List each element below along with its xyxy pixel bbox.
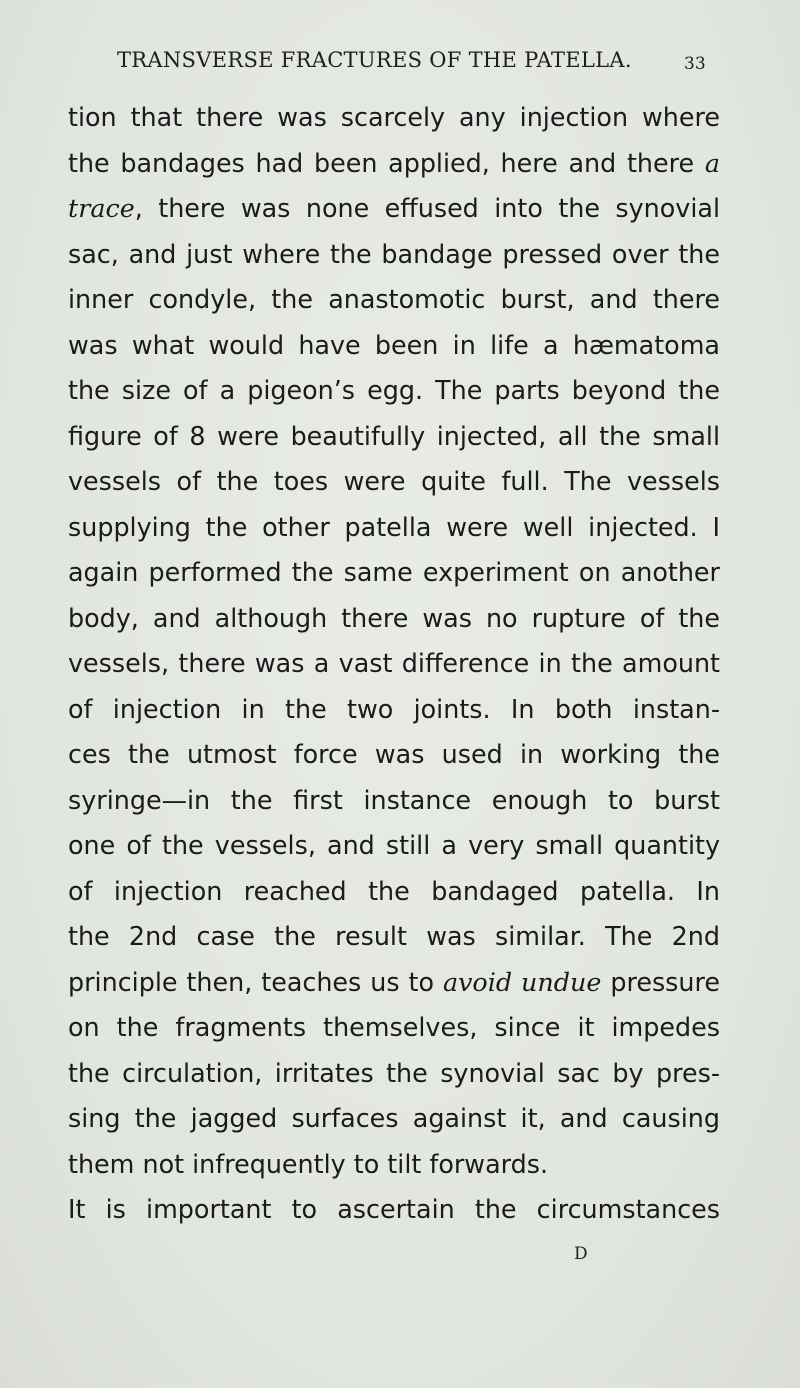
text-run: again performed the same experiment on another [68,557,720,587]
italic-text: a [704,147,720,178]
text-line [68,869,720,915]
text-line [68,823,720,869]
italic-text: avoid undue [442,966,602,997]
text-run: sing the jagged surfaces against it, and causing [68,1103,720,1133]
text-run: syringe—in the first instance enough to burst [68,784,720,815]
text-run: the 2nd case the result was similar. The 2nd [68,921,720,951]
text-run: of injection reached the bandaged patella. In [68,875,720,906]
text-run: them not infrequently to tilt forwards. [68,1148,549,1179]
text-line [68,1005,720,1051]
text-run: body, and although there was no rupture of the [68,602,720,633]
running-title: TRANSVERSE FRACTURES OF THE PATELLA. [117,48,632,72]
text-run: vessels of the toes were quite full. The vessels [68,466,720,496]
text-line [68,1142,720,1188]
text-line [68,596,720,642]
text-line [68,505,720,551]
body-text [68,95,720,1233]
signature-mark: D [574,1244,588,1264]
text-line [68,550,720,596]
text-run: inner condyle, the anastomotic burst, and there [68,284,720,314]
text-line [68,778,720,824]
text-line [68,323,720,369]
text-run: vessels, there was a vast difference in the amount [68,648,720,678]
text-run: pressure [601,966,720,997]
text-run: figure of 8 were beautifully injected, all the small [68,420,720,451]
text-run: supplying the other patella were well injected. I [68,511,720,542]
text-line [68,687,720,733]
text-run: the size of a pigeon’s egg. The parts beyond the [68,375,720,405]
text-line [68,1096,720,1142]
text-run: , there was none effused into the synovial [134,193,720,223]
text-run: the bandages had been applied, here and there [68,147,705,178]
italic-text: trace [68,193,135,223]
text-run: the circulation, irritates the synovial sac by pres- [68,1057,720,1088]
text-run: tion that there was scarcely any injection where [68,102,720,132]
text-run: of injection in the two joints. In both instan- [68,693,720,724]
text-line [68,1051,720,1097]
text-run: sac, and just where the bandage pressed over the [68,238,720,269]
text-line [68,414,720,460]
text-line [68,459,720,505]
page-number: 33 [684,54,706,74]
text-line [68,141,720,187]
text-line [68,368,720,414]
text-line [68,232,720,278]
text-line [68,914,720,960]
text-run: on the fragments themselves, since it impedes [68,1012,720,1042]
text-line [68,277,720,323]
text-run: ces the utmost force was used in working the [68,739,720,769]
text-line [68,732,720,778]
text-run: principle then, teaches us to [68,966,443,997]
text-line [68,95,720,141]
text-line [68,960,720,1006]
text-line [68,1187,720,1233]
text-line [68,641,720,687]
running-head [0,48,800,78]
text-line [68,186,720,232]
text-run: It is important to ascertain the circumstances [68,1194,720,1224]
text-run: was what would have been in life a hæmatoma [68,329,720,360]
text-run: one of the vessels, and still a very small quantity [68,830,720,860]
